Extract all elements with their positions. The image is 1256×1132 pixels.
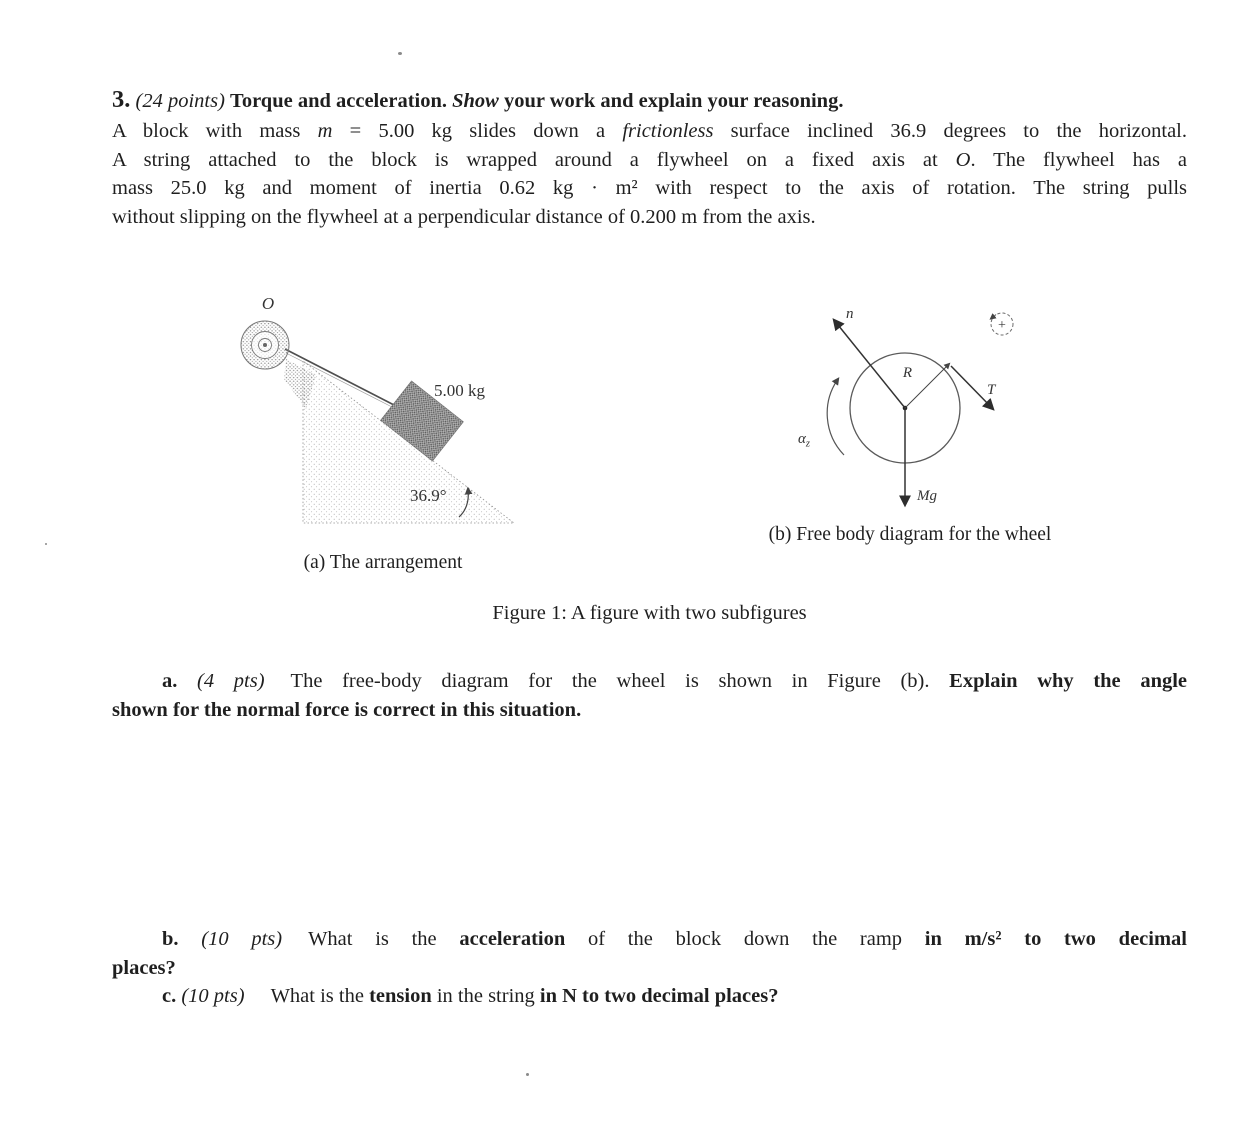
text-run: in the string	[431, 985, 540, 1007]
caption-text: Figure 1: A figure with two subfigures	[492, 602, 807, 624]
part-label: b.	[162, 928, 179, 950]
normal-force-label: n	[846, 306, 854, 322]
math-var-m: m	[317, 120, 333, 142]
text-run-bold: in N to two decimal places?	[539, 985, 779, 1007]
scan-artifact	[526, 1073, 529, 1076]
incline-angle-label: 36.9°	[410, 486, 447, 505]
rotation-sign-indicator	[991, 313, 1013, 335]
part-points: (4 pts)	[197, 670, 265, 692]
text-run-bold: acceleration	[459, 928, 566, 950]
scan-artifact	[45, 543, 47, 545]
problem-title: Torque and acceleration.	[230, 90, 447, 112]
tension-label: T	[987, 382, 996, 398]
text-run: What is the	[270, 985, 370, 1007]
problem-title-emph: Show	[452, 90, 499, 112]
radius-label: R	[902, 365, 912, 381]
flywheel	[241, 321, 289, 369]
emphasis-frictionless: frictionless	[622, 120, 714, 142]
plus-sign: +	[998, 318, 1006, 333]
part-b-line-2	[112, 954, 1187, 983]
text-run: What is the	[308, 928, 460, 950]
problem-title-rest: your work and explain your reasoning.	[503, 90, 844, 112]
intro-line-1	[112, 117, 1187, 146]
scan-artifact	[398, 52, 402, 55]
text-run: without slipping on the flywheel at a perpendicular distance of 0.200 m from the axis.	[112, 205, 816, 228]
text-run: = 5.00 kg slides down a	[332, 120, 623, 142]
intro-line-3	[112, 174, 1187, 203]
part-points: (10 pts)	[201, 928, 283, 950]
problem-block	[112, 84, 1187, 231]
math-var-o: O	[955, 148, 971, 171]
text-run-bold: in m/s² to two decimal	[924, 928, 1187, 950]
problem-number: 3.	[112, 86, 131, 113]
angular-accel-arrow	[827, 379, 844, 455]
arrangement-figure	[228, 283, 538, 583]
text-run-bold: tension	[369, 985, 432, 1007]
part-label: c.	[162, 985, 177, 1007]
caption-text: (b) Free body diagram for the wheel	[768, 524, 1052, 545]
text-run: surface inclined 36.9 degrees to the horizontal.	[713, 120, 1187, 142]
part-a-line-2	[112, 696, 1187, 725]
text-run-bold: places?	[112, 956, 176, 979]
text-run: mass 25.0 kg and moment of inertia 0.62 kg · m² with respect to the axis of rotation. The string pulls	[112, 177, 1187, 199]
alpha-symbol: α	[798, 431, 806, 447]
text-run: of the block down the ramp	[565, 928, 925, 950]
problem-heading	[112, 84, 1187, 117]
text-run: . The flywheel has a	[970, 148, 1187, 171]
ccw-arrow-tip	[991, 315, 996, 319]
axis-o-label: O	[261, 294, 275, 313]
text-run: A block with mass	[112, 120, 318, 142]
problem-points: (24 points)	[135, 90, 225, 112]
alpha-subscript: z	[805, 438, 810, 450]
text-run: The free-body diagram for the wheel is shown in Figure (b).	[290, 670, 950, 692]
normal-force-arrow	[834, 320, 905, 408]
caption-text: (a) The arrangement	[303, 552, 463, 573]
angular-accel-label	[798, 431, 810, 450]
weight-label: Mg	[917, 488, 937, 504]
block-mass-label: 5.00 kg	[434, 381, 485, 400]
part-points: (10 pts)	[181, 985, 245, 1007]
subfigure-b-caption	[690, 524, 1130, 546]
intro-line-2	[112, 146, 1187, 175]
part-a	[112, 667, 1187, 724]
part-c-line	[112, 982, 1187, 1011]
part-a-line-1	[112, 667, 1187, 696]
free-body-diagram	[760, 293, 1060, 533]
text-run: A string attached to the block is wrapped around a flywheel on a fixed axis at	[112, 148, 956, 171]
intro-line-4	[112, 203, 1187, 232]
parts-b-c	[112, 925, 1187, 1011]
text-run-bold: shown for the normal force is correct in this situation.	[112, 698, 582, 721]
subfigure-a-caption	[228, 552, 538, 574]
figure-caption	[112, 602, 1187, 625]
part-b-line-1	[112, 925, 1187, 954]
text-run-bold: Explain why the angle	[949, 670, 1188, 692]
part-label: a.	[162, 670, 178, 692]
